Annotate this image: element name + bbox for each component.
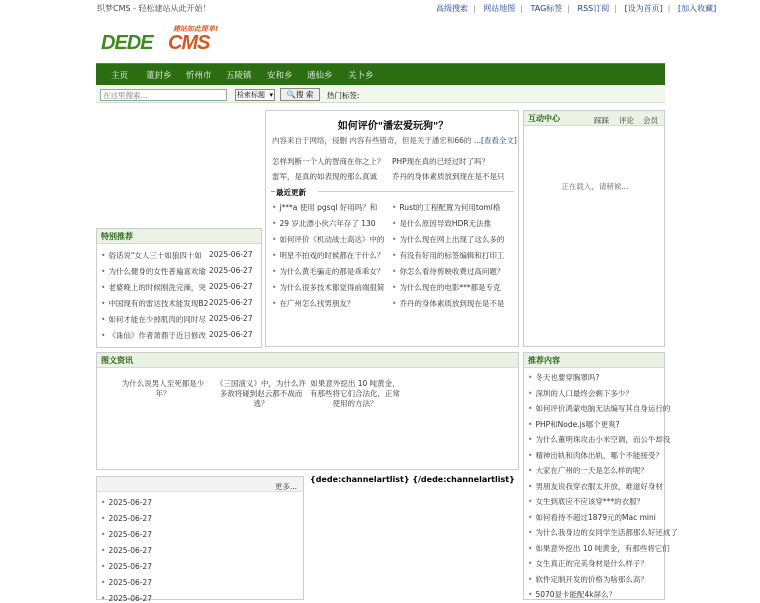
bullet-icon: • (101, 530, 106, 539)
divider (271, 191, 275, 192)
search-type-select[interactable]: 检索标题 ▾ (235, 89, 275, 101)
nav-item[interactable]: 忻州市 (186, 71, 212, 81)
tab-digg[interactable]: 踩踩 (594, 116, 609, 125)
bullet-icon: • (101, 283, 106, 292)
item-date: 2025-06-27 (209, 330, 253, 339)
nav-item[interactable]: 通仙乡 (307, 71, 333, 81)
recommend-item[interactable]: • 深圳的人口最终会剩下多少？ (528, 388, 633, 398)
main-nav (96, 63, 665, 85)
item-date: 2025-06-27 (209, 314, 253, 323)
bullet-icon: • (528, 388, 533, 398)
headline-summary: 内容来自于网络，侵删 内容有些错奇，但是关于潘宏和66的 ...[查看全文] (272, 136, 517, 145)
pic-news-panel (96, 352, 519, 470)
recommend-title: 推荐内容 (524, 353, 664, 368)
search-button[interactable]: 🔍搜 索 (280, 88, 320, 101)
pic-news-title: 图文资讯 (97, 353, 518, 368)
bullet-icon: • (528, 450, 533, 460)
bullet-icon: • (101, 514, 106, 523)
welcome-text: 织梦CMS - 轻松建站从此开始！ (97, 4, 211, 13)
top-links: 高级搜索 | 网站地图 | TAG标签 | RSS订阅 | [设为首页] | [加入收藏] (436, 4, 717, 13)
pic-caption[interactable]: 《三国演义》中，为什么许多敌将碰到赵云都不战而逃？ (216, 379, 306, 408)
pic-caption[interactable]: 为什么说男人至死都是少年？ (121, 379, 205, 398)
special-title: 特别推荐 (97, 229, 261, 244)
bullet-icon: • (528, 481, 533, 491)
special-item[interactable]: • 如何才能在少掉肌肉的同时尽 (101, 315, 206, 324)
bullet-icon: • (101, 594, 106, 603)
recommend-item[interactable]: • 软件定制开发的价格为啥那么高？ (528, 574, 648, 584)
bullet-icon: • (101, 562, 106, 571)
template-tag-text: {dede:channelartlist} {/dede:channelartlist} (310, 475, 515, 484)
recommend-item[interactable]: • 冬天也要穿胸罩吗? (528, 373, 600, 382)
latest-item[interactable]: • 如何评价《机动战士高达》中的 (272, 235, 385, 244)
special-item[interactable]: • 俗话说"女人三十如狼四十如 (101, 251, 202, 260)
recommend-item[interactable]: • 女生真正的完美身材是什么样子？ (528, 559, 648, 568)
date-item[interactable]: • 2025-06-27 (101, 594, 153, 603)
bullet-icon: • (392, 267, 397, 276)
date-item[interactable]: • 2025-06-27 (101, 530, 153, 539)
bullet-icon: • (392, 299, 397, 308)
recommend-item[interactable]: • 如何评价鸿蒙电脑无法编写其自身运行的 (528, 404, 671, 413)
bullet-icon: • (528, 435, 533, 444)
interact-title: 互动中心 (524, 111, 664, 126)
item-date: 2025-06-27 (209, 266, 253, 275)
recommend-item[interactable]: • 如何看待不超过1879元的Mac mini (528, 512, 656, 522)
bullet-icon: • (392, 283, 397, 292)
nav-item[interactable]: 关卜乡 (348, 71, 374, 81)
bullet-icon: • (101, 299, 106, 308)
advanced-search-link[interactable]: 高级搜索 (436, 4, 468, 13)
recommend-panel (523, 352, 678, 600)
bullet-icon: • (528, 543, 533, 553)
bullet-icon: • (272, 219, 277, 228)
latest-item[interactable]: • 为什么现在的电影***都是专克 (392, 283, 501, 292)
sitemap-link[interactable]: 网站地图 (483, 4, 516, 13)
date-item[interactable]: • 2025-06-27 (101, 514, 153, 523)
date-item[interactable]: • 2025-06-27 (101, 562, 153, 571)
recommend-item[interactable]: • PHP和Node.js哪个更爽? (528, 419, 620, 429)
latest-item[interactable]: • j***a 使用 pgsql 好用吗？和 (272, 203, 378, 212)
date-item[interactable]: • 2025-06-27 (101, 546, 153, 555)
bullet-icon: • (392, 219, 397, 228)
rss-link[interactable]: RSS订阅 (577, 4, 610, 13)
nav-item-home[interactable]: 主页 (111, 71, 129, 81)
list-item[interactable]: 雷军，是真的如表现的那么真诚 (272, 172, 377, 181)
bullet-icon: • (272, 203, 277, 212)
item-date: 2025-06-27 (209, 250, 253, 259)
special-panel (96, 228, 262, 348)
date-item[interactable]: • 2025-06-27 (101, 498, 153, 507)
latest-item[interactable]: • 有没有好用的标签编辑和打印工 (392, 251, 505, 260)
headline-panel (265, 110, 519, 347)
tab-members[interactable]: 会员 (643, 116, 658, 125)
item-date: 2025-06-27 (209, 282, 253, 291)
latest-item[interactable]: • 为什么黄毛骗走的都是乖乖女？ (272, 267, 385, 276)
bullet-icon: • (528, 574, 533, 584)
bullet-icon: • (101, 498, 106, 507)
recommend-item[interactable]: • 大家在广州的一天是怎么样的呢？ (528, 466, 648, 475)
read-more-link[interactable]: [查看全文] (480, 136, 517, 145)
top-bar (0, 0, 760, 16)
nav-item[interactable]: 安和乡 (267, 71, 293, 81)
tab-comments[interactable]: 评论 (619, 116, 634, 125)
latest-item[interactable]: • 为什么很多技术都觉得前端很简 (272, 283, 385, 292)
bullet-icon: • (392, 235, 397, 244)
bullet-icon: • (272, 283, 277, 292)
recommend-item[interactable]: • 精神出轨和肉体出轨，哪个不能接受？ (528, 450, 663, 460)
bullet-icon: • (528, 528, 533, 537)
bullet-icon: • (272, 235, 277, 244)
search-bar (96, 86, 665, 103)
search-input[interactable] (100, 89, 227, 101)
pic-caption[interactable]: 如果意外挖出 10 吨黄金，有那些将它们合法化，正常使用的方法？ (310, 379, 400, 408)
latest-item[interactable]: • 在广州怎么找男朋友？ (272, 299, 355, 308)
bullet-icon: • (272, 267, 277, 276)
bullet-icon: • (528, 512, 533, 522)
item-date: 2025-06-27 (209, 298, 253, 307)
bullet-icon: • (392, 251, 397, 260)
hot-tags-label: 热门标签: (327, 91, 360, 100)
latest-title: 最近更新 (276, 188, 306, 197)
nav-item[interactable]: 董封乡 (146, 71, 172, 81)
list-item[interactable]: PHP现在真的已经过时了吗？ (392, 157, 490, 166)
interact-panel (523, 110, 665, 347)
latest-item[interactable]: • 明星不拍戏的时候都在干什么？ (272, 251, 385, 260)
bullet-icon: • (101, 251, 106, 260)
bullet-icon: • (528, 497, 533, 506)
bullet-icon: • (528, 466, 533, 475)
bullet-icon: • (101, 315, 106, 324)
add-favorite-link[interactable]: [加入收藏] (678, 4, 717, 13)
recommend-item[interactable]: • 男朋友说我穿衣服太开放，难道好身材 (528, 481, 663, 491)
bullet-icon: • (272, 251, 277, 260)
date-item[interactable]: • 2025-06-27 (101, 578, 153, 587)
recommend-item[interactable]: • 为什么我身边的女同学生活都那么好还成了 (528, 528, 678, 537)
bullet-icon: • (101, 267, 106, 276)
list-item[interactable]: 乔丹的身体素质放到现在是不是只 (392, 172, 505, 181)
recommend-item[interactable]: • 如果意外挖出 10 吨黄金，有那些将它们 (528, 543, 670, 553)
nav-item[interactable]: 五陵镇 (226, 71, 252, 81)
bullet-icon: • (392, 203, 397, 212)
special-item[interactable]: • 中国现有的雷达技术能发现B2 (101, 299, 209, 308)
latest-item[interactable]: • Rust的工程配置为何用toml格 (392, 203, 501, 212)
recommend-item[interactable]: • 为什么董明珠攻击小米空调，而公牛却没 (528, 435, 671, 444)
bullet-icon: • (101, 578, 106, 587)
bullet-icon: • (528, 404, 533, 413)
bullet-icon: • (101, 331, 106, 340)
recommend-item[interactable]: • 女生到底应不应该穿***的衣服？ (528, 497, 645, 506)
latest-item[interactable]: • 为什么现在网上出现了这么多的 (392, 235, 505, 244)
bullet-icon: • (528, 559, 533, 568)
list-header (97, 477, 303, 492)
bullet-icon: • (528, 373, 533, 382)
special-item[interactable]: • 《诛仙》作者萧鼎于近日修改 (101, 331, 206, 340)
search-icon: 🔍 (286, 90, 296, 99)
bullet-icon: • (101, 546, 106, 555)
latest-item[interactable]: • 乔丹的身体素质放到现在是不是 (392, 299, 505, 308)
latest-item[interactable]: • 你怎么看待剪映收费过高问题？ (392, 267, 505, 276)
recommend-item[interactable]: • 5070显卡能配4k屏么？ (528, 590, 617, 599)
tag-link[interactable]: TAG标签 (530, 4, 563, 13)
bullet-icon: • (272, 299, 277, 308)
dated-list-panel (96, 476, 304, 603)
divider (318, 191, 514, 192)
loading-text: 正在载入，请稍候... (561, 182, 629, 191)
list-item[interactable]: 怎样判断一个人的智商在你之上？ (272, 157, 385, 166)
latest-item[interactable]: • 29 岁北漂小伙六年存了 130 (272, 219, 376, 228)
bullet-icon: • (528, 590, 533, 599)
bullet-icon: • (528, 419, 533, 429)
set-homepage-link[interactable]: [设为首页] (624, 4, 663, 13)
more-link[interactable]: 更多... (274, 482, 297, 491)
special-item[interactable]: • 老婆晚上的时候刚洗完澡，突 (101, 283, 206, 292)
site-logo[interactable]: 建站如此简单! DEDE CMS (101, 25, 219, 54)
latest-item[interactable]: • 是什么原因导致HDR无法推 (392, 219, 492, 228)
special-item[interactable]: • 为什么健身的女性普遍喜欢瑜 (101, 267, 206, 276)
headline-title[interactable]: 如何评价"潘宏爱玩狗"？ (337, 121, 449, 132)
